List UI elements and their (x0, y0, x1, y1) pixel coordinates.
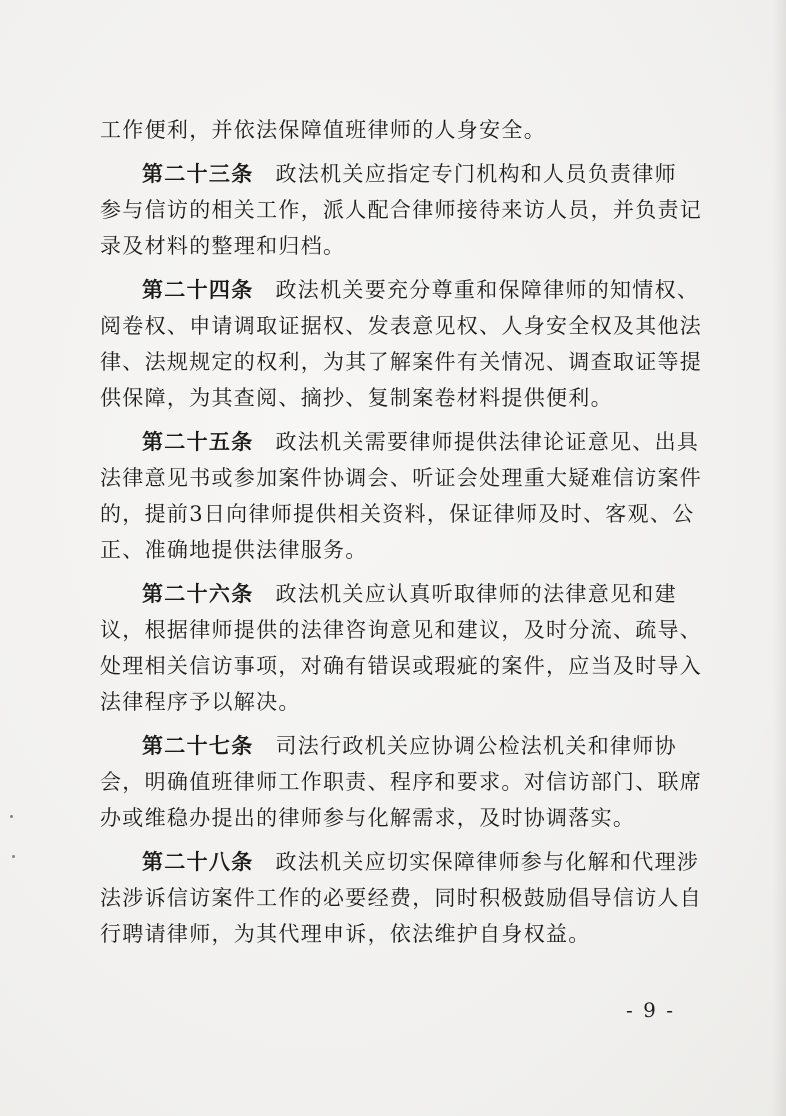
article-text: 政法机关应指定专门机构和人员负责律师 (275, 162, 677, 186)
article-text: 办或维稳办提出的律师参与化解需求，及时协调落实。 (100, 806, 636, 830)
article-text: 会，明确值班律师工作职责、程序和要求。对信访部门、联席 (100, 770, 703, 794)
article-text: 政法机关需要律师提供法律论证意见、出具 (275, 430, 700, 454)
scan-speck (10, 815, 13, 818)
article-text: 阅卷权、申请调取证据权、发表意见权、人身安全权及其他法 (100, 314, 703, 338)
opening-line: 工作便利，并依法保障值班律师的人身安全。 (100, 118, 546, 142)
article-text: 行聘请律师，为其代理申诉，依法维护自身权益。 (100, 922, 591, 946)
article-text: 法律意见书或参加案件协调会、听证会处理重大疑难信访案件 (100, 466, 703, 490)
page-edge-shadow (772, 0, 786, 1116)
article-title: 第二十六条 (142, 581, 254, 606)
article-text: 法涉诉信访案件工作的必要经费，同时积极鼓励倡导信访人自 (100, 886, 703, 910)
article-title: 第二十五条 (142, 429, 254, 454)
article-28 (100, 844, 703, 952)
article-text: 议，根据律师提供的法律咨询意见和建议，及时分流、疏导、 (100, 618, 703, 642)
page-number: - 9 - (626, 998, 675, 1022)
article-title: 第二十七条 (142, 733, 254, 758)
article-23 (100, 156, 703, 264)
document-body (100, 112, 703, 952)
article-text: 参与信访的相关工作，派人配合律师接待来访人员，并负责记 (100, 198, 703, 222)
article-text: 政法机关应切实保障律师参与化解和代理涉 (275, 850, 700, 874)
article-text: 正、准确地提供法律服务。 (100, 538, 368, 562)
article-text: 的，提前3日向律师提供相关资料，保证律师及时、客观、公 (100, 502, 695, 526)
article-text: 政法机关要充分尊重和保障律师的知情权、 (275, 278, 700, 302)
article-text: 律、法规规定的权利，为其了解案件有关情况、调查取证等提 (100, 350, 703, 374)
article-25 (100, 424, 703, 568)
article-text: 司法行政机关应协调公检法机关和律师协 (275, 734, 677, 758)
article-title: 第二十四条 (142, 277, 254, 302)
article-24 (100, 272, 703, 416)
article-text: 政法机关应认真听取律师的法律意见和建 (275, 582, 677, 606)
article-text: 法律程序予以解决。 (100, 690, 301, 714)
article-27 (100, 728, 703, 836)
article-text: 处理相关信访事项，对确有错误或瑕疵的案件，应当及时导入 (100, 654, 703, 678)
article-26 (100, 576, 703, 720)
article-title: 第二十八条 (142, 849, 254, 874)
article-text: 录及材料的整理和归档。 (100, 234, 346, 258)
scan-speck (12, 855, 15, 858)
article-text: 供保障，为其查阅、摘抄、复制案卷材料提供便利。 (100, 386, 613, 410)
article-title: 第二十三条 (142, 161, 254, 186)
